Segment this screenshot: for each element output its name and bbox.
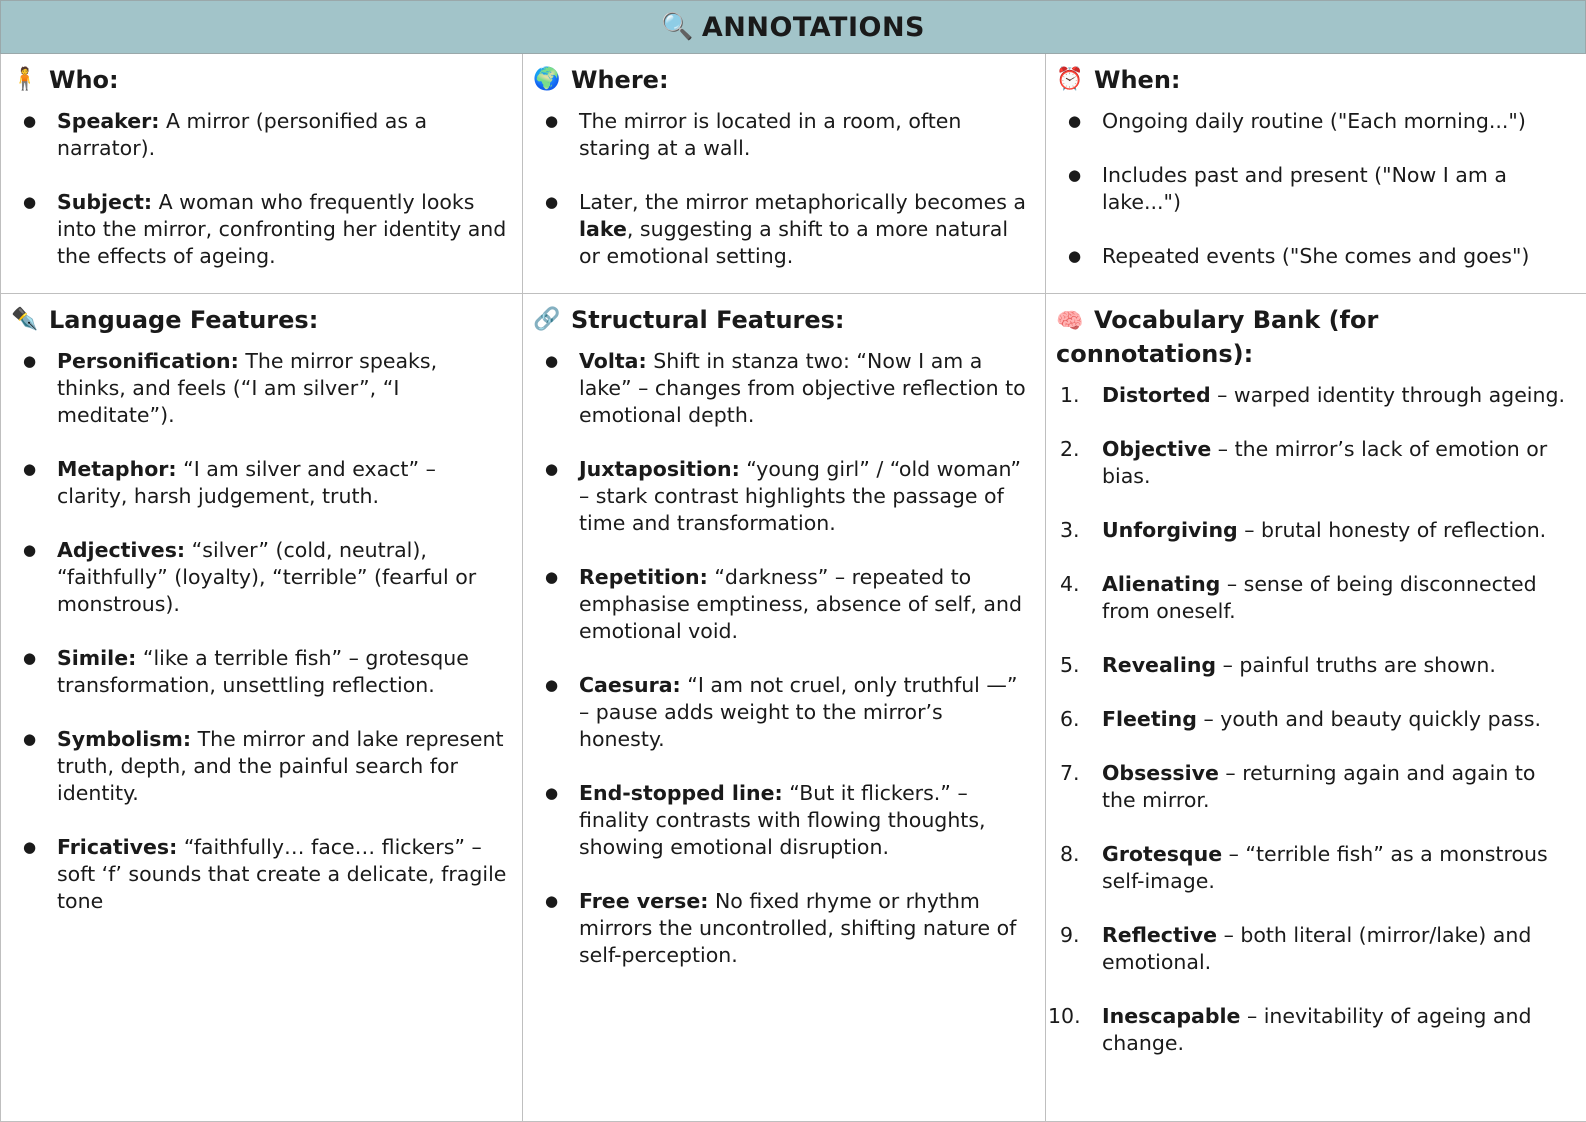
item-term: Inescapable — [1102, 1004, 1241, 1028]
when-heading — [1056, 64, 1574, 96]
item-text: – the mirror’s lack of emotion or bias. — [1102, 437, 1548, 488]
item-term: Repetition: — [579, 565, 708, 589]
magnifier-icon: 🔍 — [661, 12, 694, 42]
item-term: Alienating — [1102, 572, 1221, 596]
list-item — [11, 348, 510, 429]
item-number: 8. — [1060, 842, 1080, 866]
item-text: No fixed rhyme or rhythm mirrors the uncontrolled, shifting nature of self-perception. — [579, 889, 1017, 967]
structural-heading — [533, 304, 1033, 336]
list-item: ● Includes past and present ("Now I am a lake...") — [1056, 162, 1574, 216]
item-term: Free verse: — [579, 889, 709, 913]
list-item — [533, 456, 1033, 537]
item-text: – painful truths are shown. — [1216, 653, 1496, 677]
item-text: A mirror (personified as a narrator). — [57, 109, 428, 160]
when-list — [1056, 108, 1574, 270]
pen-icon: ✒️ — [11, 307, 39, 332]
list-item — [11, 189, 510, 270]
item-term: Fricatives: — [57, 835, 178, 859]
item-text: “young girl” / “old woman” – stark contrast highlights the passage of time and transformation. — [579, 457, 1021, 535]
item-number: 7. — [1060, 761, 1080, 785]
list-item — [1056, 922, 1574, 976]
vocab-section — [1046, 294, 1586, 1122]
item-term: Volta: — [579, 349, 647, 373]
item-term: Caesura: — [579, 673, 681, 697]
list-item — [11, 537, 510, 618]
item-term: Distorted — [1102, 383, 1211, 407]
item-term: Grotesque — [1102, 842, 1223, 866]
item-number: 10. — [1048, 1004, 1081, 1028]
item-text: Later, the mirror metaphorically becomes a — [579, 190, 1026, 214]
vocab-list — [1048, 382, 1574, 1057]
list-item — [1056, 652, 1574, 679]
item-text: – inevitability of ageing and change. — [1102, 1004, 1532, 1055]
list-item — [533, 189, 1033, 270]
where-title: Where: — [571, 66, 669, 94]
where-list — [533, 108, 1033, 270]
who-title: Who: — [49, 66, 119, 94]
list-item — [1056, 517, 1574, 544]
list-item — [533, 888, 1033, 969]
item-text: – sense of being disconnected from oneself. — [1102, 572, 1537, 623]
item-text: – warped identity through ageing. — [1210, 383, 1566, 407]
item-text: A woman who frequently looks into the mirror, confronting her identity and the effects of ageing. — [57, 190, 507, 268]
where-heading — [533, 64, 1033, 96]
item-term: Speaker: — [57, 109, 160, 133]
item-term: Obsessive — [1102, 761, 1219, 785]
item-text: Shift in stanza two: “Now I am a lake” – changes from objective reflection to emotional depth. — [579, 349, 1026, 427]
vocab-heading — [1056, 304, 1574, 370]
item-number: 9. — [1060, 923, 1080, 947]
list-item — [533, 108, 1033, 162]
list-item — [11, 726, 510, 807]
item-number: 4. — [1060, 572, 1080, 596]
list-item — [11, 108, 510, 162]
list-item — [533, 564, 1033, 645]
item-text: – returning again and again to the mirror. — [1102, 761, 1536, 812]
item-text: – “terrible fish” as a monstrous self-image. — [1102, 842, 1548, 893]
alarm-clock-icon: ⏰ — [1056, 67, 1084, 92]
item-text: “I am silver and exact” – clarity, harsh judgement, truth. — [57, 457, 436, 508]
list-item — [1056, 760, 1574, 814]
person-icon: 🧍 — [11, 67, 39, 92]
list-item: ● Repeated events ("She comes and goes") — [1056, 243, 1574, 270]
item-text: – both literal (mirror/lake) and emotional. — [1102, 923, 1532, 974]
item-text: – brutal honesty of reflection. — [1237, 518, 1547, 542]
item-term: Unforgiving — [1102, 518, 1238, 542]
list-item — [1056, 841, 1574, 895]
where-section — [523, 54, 1046, 294]
language-list — [11, 348, 510, 915]
list-item: ● Ongoing daily routine ("Each morning...") — [1056, 108, 1574, 135]
list-item — [533, 672, 1033, 753]
item-text: “like a terrible fish” – grotesque transformation, unsettling reflection. — [57, 646, 469, 697]
item-number: 5. — [1060, 653, 1080, 677]
item-text: – youth and beauty quickly pass. — [1196, 707, 1542, 731]
item-number: 2. — [1060, 437, 1080, 461]
structural-section — [523, 294, 1046, 1122]
list-item — [11, 834, 510, 915]
structural-list — [533, 348, 1033, 969]
item-term: Simile: — [57, 646, 137, 670]
item-term: Metaphor: — [57, 457, 177, 481]
item-number: 6. — [1060, 707, 1080, 731]
link-icon: 🔗 — [533, 307, 561, 332]
language-title: Language Features: — [49, 306, 319, 334]
item-text: “silver” (cold, neutral), “faithfully” (loyalty), “terrible” (fearful or monstrous). — [57, 538, 477, 616]
list-item — [1056, 436, 1574, 490]
structural-title: Structural Features: — [571, 306, 845, 334]
item-term: End-stopped line: — [579, 781, 783, 805]
language-section — [1, 294, 523, 1122]
who-heading — [11, 64, 510, 96]
item-text: “faithfully… face… flickers” – soft ‘f’ sounds that create a delicate, fragile tone — [57, 835, 507, 913]
item-number: 1. — [1060, 383, 1080, 407]
who-section — [1, 54, 523, 294]
item-term: lake — [579, 217, 627, 241]
item-term: Fleeting — [1102, 707, 1197, 731]
page-title: ANNOTATIONS — [701, 11, 925, 43]
item-term: Personification: — [57, 349, 239, 373]
item-term: Symbolism: — [57, 727, 192, 751]
list-item — [533, 780, 1033, 861]
list-item — [1056, 382, 1574, 409]
list-item — [1048, 1003, 1574, 1057]
item-term: Adjectives: — [57, 538, 186, 562]
item-term: Revealing — [1102, 653, 1217, 677]
when-section — [1046, 54, 1586, 294]
page-header — [0, 0, 1586, 54]
list-item — [11, 645, 510, 699]
language-heading — [11, 304, 510, 336]
item-term: Juxtaposition: — [579, 457, 740, 481]
globe-icon: 🌍 — [533, 67, 561, 92]
item-number: 3. — [1060, 518, 1080, 542]
item-text: The mirror and lake represent truth, depth, and the painful search for identity. — [57, 727, 504, 805]
item-text: The mirror speaks, thinks, and feels (“I am silver”, “I meditate”). — [57, 349, 438, 427]
item-text: , suggesting a shift to a more natural or emotional setting. — [579, 217, 1009, 268]
item-term: Subject: — [57, 190, 153, 214]
annotation-grid — [0, 54, 1586, 1122]
item-term: Objective — [1102, 437, 1212, 461]
who-list — [11, 108, 510, 270]
item-text: “But it flickers.” – finality contrasts with flowing thoughts, showing emotional disruption. — [579, 781, 986, 859]
when-title: When: — [1094, 66, 1181, 94]
vocab-title: Vocabulary Bank (for connotations): — [1056, 306, 1379, 368]
item-term: Reflective — [1102, 923, 1218, 947]
item-text: The mirror is located in a room, often staring at a wall. — [579, 109, 962, 160]
list-item — [11, 456, 510, 510]
list-item — [1056, 706, 1574, 733]
brain-icon: 🧠 — [1056, 309, 1084, 334]
list-item — [533, 348, 1033, 429]
item-text: “darkness” – repeated to emphasise emptiness, absence of self, and emotional void. — [579, 565, 1023, 643]
list-item — [1056, 571, 1574, 625]
item-text: “I am not cruel, only truthful —” – pause adds weight to the mirror’s honesty. — [579, 673, 1018, 751]
